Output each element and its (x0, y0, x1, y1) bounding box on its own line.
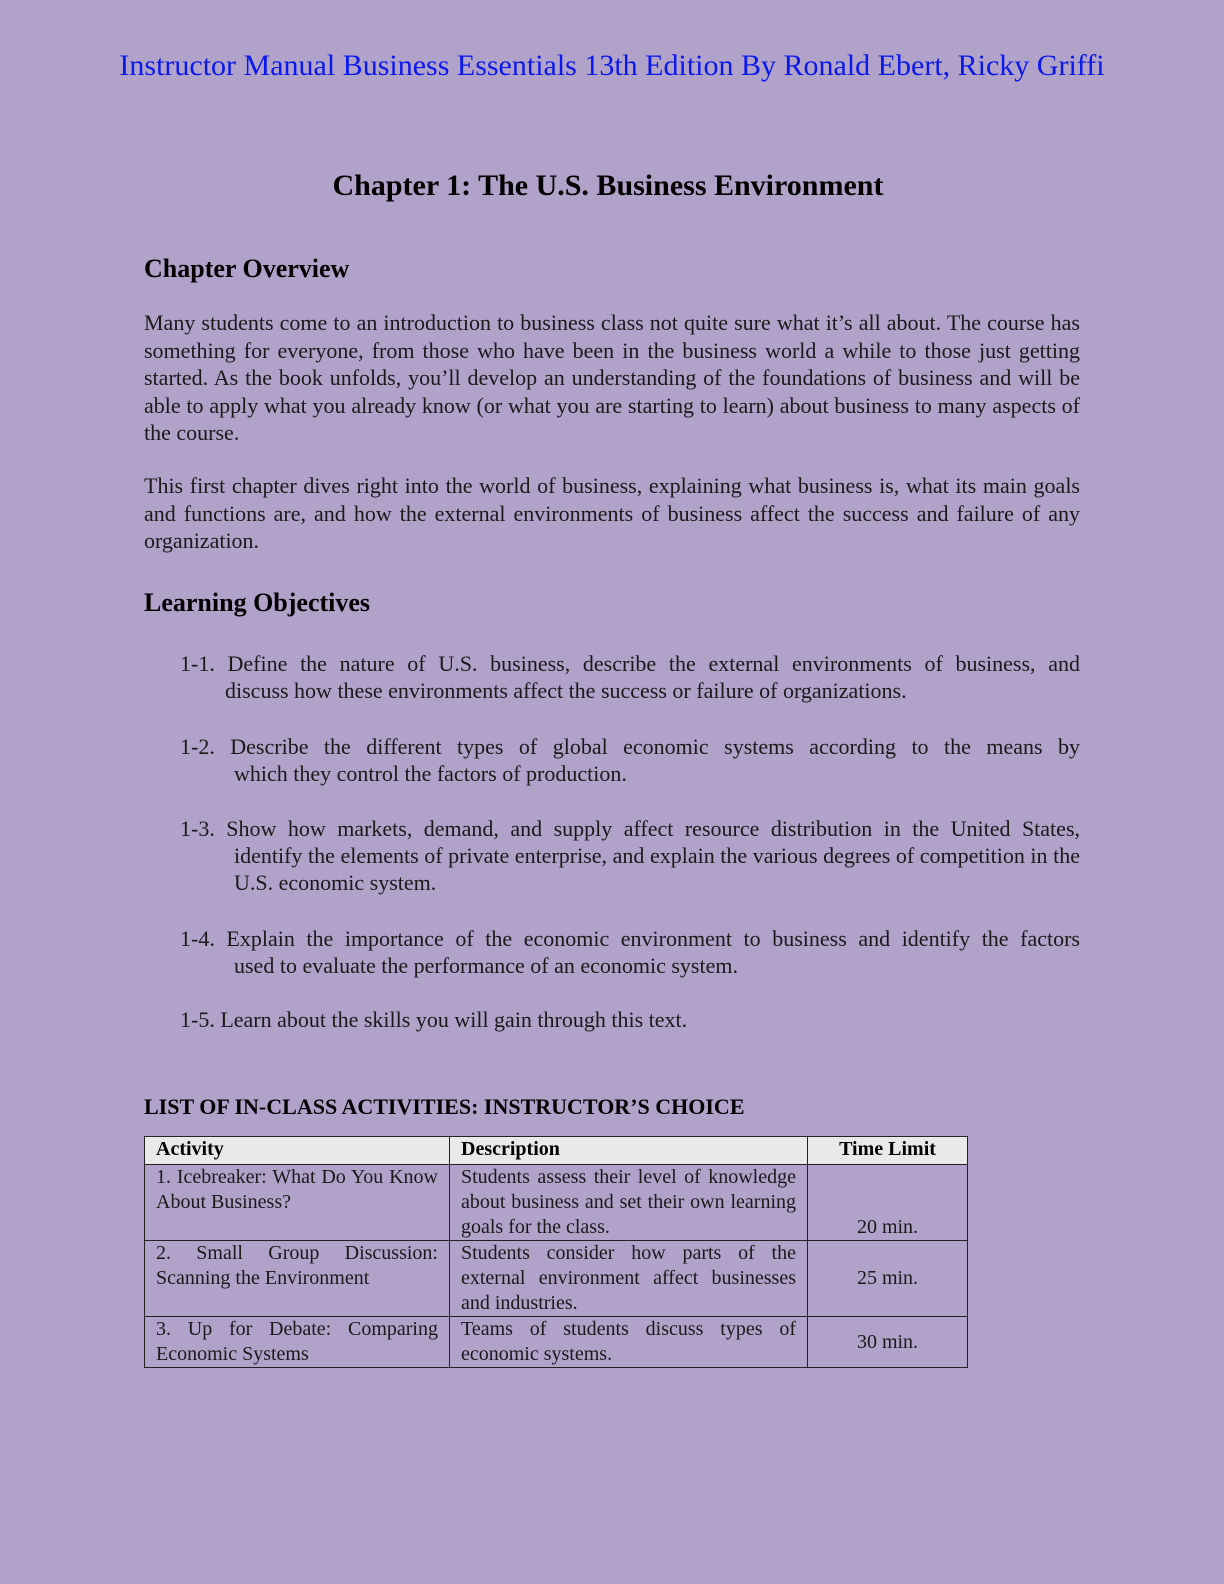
description-cell: Students consider how parts of the external environment affect businesses and industries. (450, 1241, 808, 1317)
objective-3-continuation: identify the elements of private enterprise, and explain the various degrees of competition in the U.S. economic system. (234, 843, 1080, 895)
table-row (145, 1165, 968, 1241)
time-limit-cell: 30 min. (808, 1317, 968, 1368)
time-limit-cell: 25 min. (808, 1241, 968, 1317)
column-header-description: Description (450, 1137, 808, 1165)
objective-item-1 (180, 650, 1080, 704)
objectives-heading: Learning Objectives (144, 588, 371, 617)
activities-heading: LIST OF IN-CLASS ACTIVITIES: INSTRUCTOR’S CHOICE (144, 1094, 745, 1119)
description-cell: Teams of students discuss types of economic systems. (450, 1317, 808, 1368)
activity-cell: 2. Small Group Discussion: Scanning the Environment (145, 1241, 450, 1317)
description-cell: Students assess their level of knowledge about business and set their own learning goals for the class. (450, 1165, 808, 1241)
document-banner: Instructor Manual Business Essentials 13th Edition By Ronald Ebert, Ricky Griffi (119, 49, 1105, 82)
activity-cell: 1. Icebreaker: What Do You Know About Business? (145, 1165, 450, 1241)
objective-1-first-line: 1-1. Define the nature of U.S. business, describe the external environments of business, and (180, 651, 1080, 676)
overview-paragraph-2: This first chapter dives right into the world of business, explaining what business is, what its main goals and functions are, and how the external environments of business affect the success and failure of any organization. (144, 473, 1080, 553)
objective-item-2 (180, 733, 1080, 787)
column-header-activity: Activity (145, 1137, 450, 1165)
overview-paragraph-1: Many students come to an introduction to business class not quite sure what it’s all about. The course has something for everyone, from those who have been in the business world a while to those just getting started. As the book unfolds, you’ll develop an understanding of the foundations of business and will be able to apply what you already know (or what you are starting to learn) about business to many aspects of the course. (144, 310, 1080, 445)
time-limit-cell: 20 min. (808, 1165, 968, 1241)
objective-4-first-line: 1-4. Explain the importance of the economic environment to business and identify the factors (180, 926, 1080, 951)
objective-4-continuation: used to evaluate the performance of an economic system. (234, 953, 738, 978)
table-row (145, 1317, 968, 1368)
table-row (145, 1241, 968, 1317)
objective-5-first-line: 1-5. Learn about the skills you will gain through this text. (180, 1007, 688, 1032)
column-header-time-limit: Time Limit (808, 1137, 968, 1165)
objective-item-3 (180, 815, 1080, 896)
objective-1-continuation: discuss how these environments affect the success or failure of organizations. (225, 678, 907, 703)
objective-3-first-line: 1-3. Show how markets, demand, and supply affect resource distribution in the United States, (180, 816, 1080, 841)
activities-table (144, 1136, 968, 1368)
table-header-row (145, 1137, 968, 1165)
objective-item-5 (180, 1006, 1080, 1033)
objective-item-4 (180, 925, 1080, 979)
activity-cell: 3. Up for Debate: Comparing Economic Systems (145, 1317, 450, 1368)
objective-2-continuation: which they control the factors of production. (234, 761, 627, 786)
objective-2-first-line: 1-2. Describe the different types of global economic systems according to the means by (180, 734, 1080, 759)
chapter-title: Chapter 1: The U.S. Business Environment (332, 169, 884, 202)
overview-heading: Chapter Overview (144, 254, 350, 283)
